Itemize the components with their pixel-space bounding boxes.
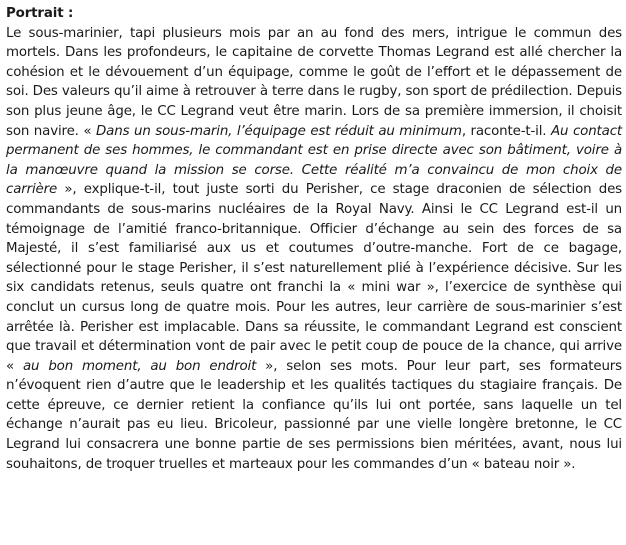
- quote-segment: Dans un sous-marin, l’équipage est réduit au minimum: [96, 123, 462, 139]
- portrait-heading: Portrait :: [6, 6, 74, 21]
- text-segment: Le sous-marinier, tapi plusieurs mois par an au fond des mers, intrigue le commun des mortels. Dans les profondeurs, le capitaine de corvette Thomas Legrand est allé chercher la cohésion et le dévouement d’un équipage, comme le goût de l’effort et le dépassement de soi. Des valeurs qu’il aime à retrouver à terre dans le rugby, son sport de prédilection. Depuis son plus jeune âge, le CC Legrand veut être marin. Lors de sa première immersion, il choisit son navire. «: [6, 25, 622, 139]
- quote-segment: au bon moment, au bon endroit: [22, 358, 257, 374]
- quote-segment: Au contact permanent de ses hommes, le commandant est en prise directe avec son bâtiment, voire à la manœuvre quand la mission se corse. Cette réalité m’a convaincu de mon choix de carrière: [6, 123, 623, 198]
- text-segment: », selon ses mots. Pour leur part, ses formateurs n’évoquent rien d’autre que le leadership et les qualités tactiques du stagiaire français. De cette épreuve, ce dernier retient la confiance qu’ils lui ont portée, sans laquelle un tel échange n’aurait pas eu lieu. Bricoleur, passionné par une vielle longère bretonne, le CC Legrand lui consacrera une bonne partie de ses permissions bien méritées, avant, nous lui souhaitons, de troquer truelles et marteaux pour les commandes d’un « bateau noir ».: [6, 358, 622, 472]
- text-segment: , raconte-t-il.: [461, 123, 552, 139]
- portrait-paragraph: [6, 24, 622, 475]
- text-segment: », explique-t-il, tout juste sorti du Perisher, ce stage draconien de sélection des commandants de sous-marins nucléaires de la Royal Navy. Ainsi le CC Legrand est-il un témoignage de l’amitié franco-britannique. Officier d’échange au sein des forces de sa Majesté, il s’est familiarisé aux us et coutumes d’outre-manche. Fort de ce bagage, sélectionné pour le stage Perisher, il s’est naturellement plié à l’expérience décisive. Sur les six candidats retenus, seuls quatre ont franchi la « mini war », l’exercice de synthèse qui conclut un cursus long de quatre mois. Pour les autres, leur carrière de sous-marinier s’est arrêtée là. Perisher est implacable. Dans sa réussite, le commandant Legrand est conscient que travail et détermination vont de pair avec le petit coup de pouce de la chance, qui arrive «: [6, 182, 622, 374]
